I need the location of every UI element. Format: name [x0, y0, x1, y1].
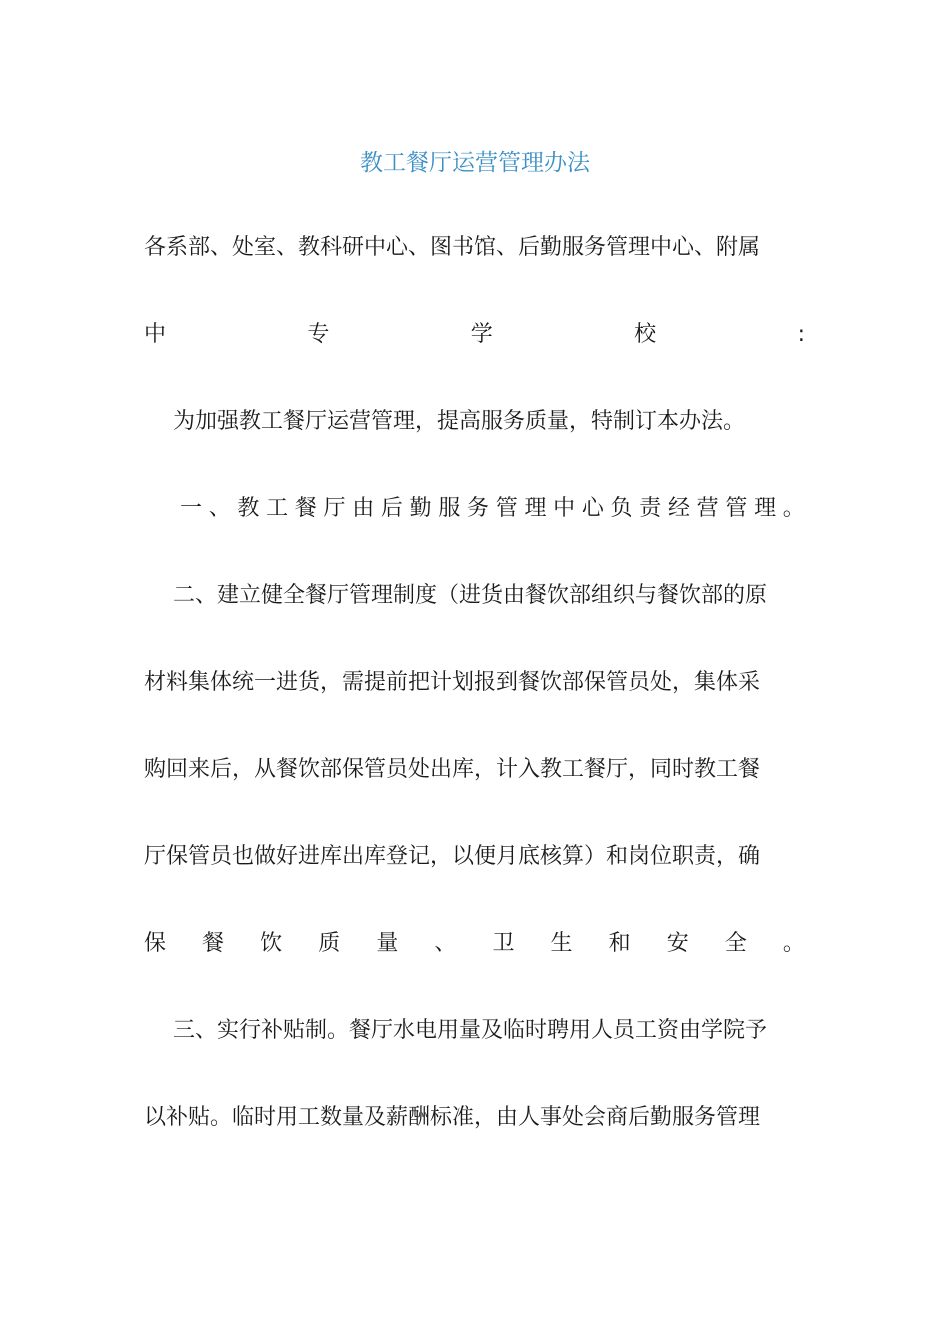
text-char: 、 — [434, 931, 457, 956]
paragraph-line-10: 三、实行补贴制。餐厅水电用量及临时聘用人员工资由学院予 — [173, 1018, 768, 1043]
paragraph-line-7: 购回来后，从餐饮部保管员处出库，计入教工餐厅，同时教工餐 — [144, 757, 761, 782]
text-char: 生 — [550, 931, 573, 956]
text-char: 工 — [266, 496, 289, 521]
text-char: 餐 — [294, 496, 317, 521]
paragraph-line-9 — [144, 927, 805, 961]
text-char: 学 — [470, 322, 493, 347]
paragraph-line-2 — [144, 318, 805, 352]
text-char: 管 — [495, 496, 518, 521]
text-char: : — [797, 322, 805, 347]
paragraph-line-4 — [180, 492, 805, 526]
paragraph-line-6: 材料集体统一进货，需提前把计划报到餐饮部保管员处，集体采 — [144, 670, 761, 695]
text-char: 安 — [666, 931, 689, 956]
text-char: 务 — [467, 496, 490, 521]
text-char: 。 — [782, 496, 805, 521]
text-char: 卫 — [492, 931, 515, 956]
text-char: 服 — [438, 496, 461, 521]
text-char: 全 — [724, 931, 747, 956]
text-char: 质 — [318, 931, 341, 956]
text-char: 厅 — [323, 496, 346, 521]
text-char: 校 — [634, 322, 657, 347]
paragraph-line-8: 厅保管员也做好进库出库登记，以便月底核算）和岗位职责，确 — [144, 844, 761, 869]
paragraph-line-11: 以补贴。临时用工数量及薪酬标准，由人事处会商后勤服务管理 — [144, 1105, 761, 1130]
paragraph-line-3: 为加强教工餐厅运营管理，提高服务质量，特制订本办法。 — [173, 409, 746, 434]
text-char: 餐 — [202, 931, 225, 956]
text-char: 保 — [144, 931, 167, 956]
text-char: 。 — [782, 931, 805, 956]
text-char: 一 — [180, 496, 203, 521]
text-char: 教 — [237, 496, 260, 521]
text-char: 理 — [524, 496, 547, 521]
text-char: 中 — [144, 322, 167, 347]
text-char: 负 — [610, 496, 633, 521]
text-char: 责 — [639, 496, 662, 521]
text-char: 和 — [608, 931, 631, 956]
text-char: 量 — [376, 931, 399, 956]
text-char: 、 — [208, 496, 231, 521]
paragraph-line-1: 各系部、处室、教科研中心、图书馆、后勤服务管理中心、附属 — [144, 235, 761, 260]
text-char: 后 — [380, 496, 403, 521]
text-char: 心 — [581, 496, 604, 521]
text-char: 经 — [667, 496, 690, 521]
text-char: 饮 — [260, 931, 283, 956]
text-char: 营 — [696, 496, 719, 521]
text-char: 由 — [352, 496, 375, 521]
text-char: 中 — [553, 496, 576, 521]
text-char: 理 — [754, 496, 777, 521]
text-char: 管 — [725, 496, 748, 521]
document-title: 教工餐厅运营管理办法 — [360, 150, 590, 176]
text-char: 勤 — [409, 496, 432, 521]
paragraph-line-5: 二、建立健全餐厅管理制度（进货由餐饮部组织与餐饮部的原 — [173, 583, 768, 608]
text-char: 专 — [307, 322, 330, 347]
